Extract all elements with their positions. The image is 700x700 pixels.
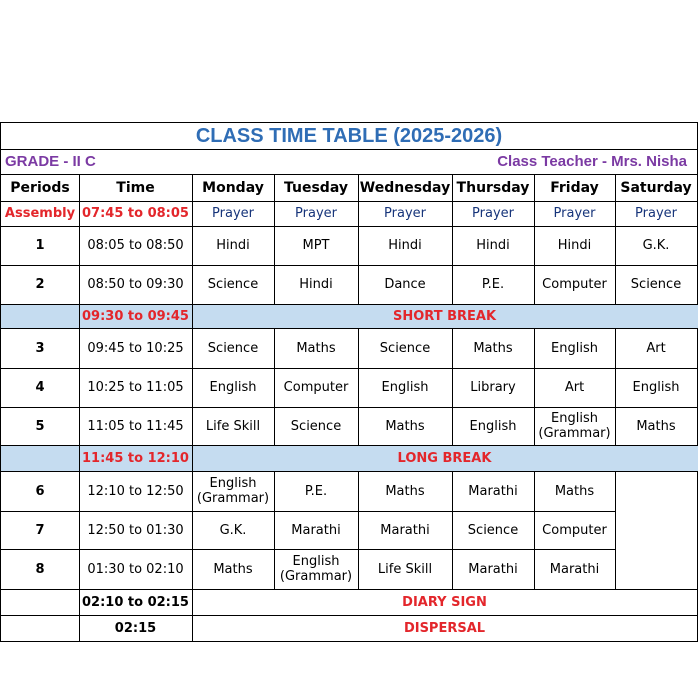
grid-line: [1, 304, 698, 305]
long-break-time: 11:45 to 12:10: [82, 450, 189, 466]
subject-cell: Hindi: [216, 238, 250, 253]
grade-label: GRADE - II C: [5, 153, 96, 170]
grid-line: [452, 175, 453, 304]
grid-line: [534, 328, 535, 445]
subject-cell: Library: [470, 380, 516, 395]
grid-line: [274, 175, 275, 304]
header-time: Time: [116, 179, 155, 196]
grid-gap: [616, 549, 697, 550]
subject-cell: Hindi: [388, 238, 422, 253]
grid-line: [274, 328, 275, 445]
subject-cell: Maths: [385, 483, 425, 499]
prayer-cell: Prayer: [472, 206, 514, 221]
subject-cell: English: [632, 380, 680, 395]
period-number: 8: [35, 561, 45, 577]
grid-line: [1, 511, 698, 512]
period-number: 7: [35, 522, 45, 538]
grid-line: [79, 175, 80, 641]
subject-cell: English (Grammar): [538, 411, 611, 441]
period-time: 01:30 to 02:10: [87, 561, 184, 577]
period-time: 12:10 to 12:50: [87, 483, 184, 499]
subject-cell: Life Skill: [377, 561, 433, 577]
grid-line: [1, 445, 698, 446]
subject-cell: Art: [646, 340, 666, 356]
assembly-label: Assembly: [4, 206, 76, 221]
grid-line: [358, 471, 359, 589]
subject-cell: Maths: [636, 418, 676, 434]
period-number: 2: [35, 277, 45, 292]
subject-cell: English (Grammar): [279, 554, 353, 584]
timetable: [0, 122, 698, 642]
prayer-cell: Prayer: [212, 206, 254, 221]
grid-line: [1, 407, 698, 408]
period-number: 3: [35, 340, 45, 356]
grid-line: [615, 471, 616, 589]
prayer-cell: Prayer: [635, 206, 677, 221]
class-teacher-label: Class Teacher - Mrs. Nisha: [497, 153, 687, 170]
diary-sign-label: DIARY SIGN: [402, 594, 487, 610]
period-number: 1: [35, 238, 45, 253]
header-monday: Monday: [202, 179, 264, 196]
period-time: 10:25 to 11:05: [87, 380, 184, 395]
dispersal-label: DISPERSAL: [403, 620, 486, 636]
subject-cell: Marathi: [291, 522, 341, 538]
subject-cell: Computer: [542, 277, 607, 292]
subject-cell: Computer: [542, 522, 607, 538]
subject-cell: G.K.: [642, 238, 670, 253]
diary-time: 02:10 to 02:15: [82, 594, 189, 610]
subject-cell: MPT: [302, 238, 330, 253]
prayer-cell: Prayer: [384, 206, 426, 221]
long-break-label: LONG BREAK: [397, 450, 492, 466]
grid-line: [452, 471, 453, 589]
period-number: 5: [35, 418, 45, 434]
header-saturday: Saturday: [620, 179, 692, 196]
header-tuesday: Tuesday: [284, 179, 348, 196]
grid-line: [1, 615, 698, 616]
period-number: 4: [35, 380, 45, 395]
subject-cell: English (Grammar): [196, 476, 270, 506]
assembly-time: 07:45 to 08:05: [82, 206, 189, 221]
subject-cell: Hindi: [299, 277, 333, 292]
subject-cell: English: [381, 380, 429, 395]
subject-cell: Maths: [213, 561, 253, 577]
subject-cell: Maths: [385, 418, 425, 434]
grid-line: [534, 175, 535, 304]
grid-line: [615, 175, 616, 304]
grid-line: [1, 201, 698, 202]
subject-cell: Science: [467, 522, 519, 538]
grid-line: [534, 471, 535, 589]
dispersal-time: 02:15: [114, 620, 157, 636]
subject-cell: Marathi: [468, 483, 518, 499]
grid-line: [358, 175, 359, 304]
timetable-title: CLASS TIME TABLE (2025-2026): [195, 125, 503, 147]
period-time: 08:50 to 09:30: [87, 277, 184, 292]
subject-cell: P.E.: [481, 277, 505, 292]
subject-cell: Science: [207, 340, 259, 356]
short-break-label: SHORT BREAK: [392, 308, 497, 324]
subject-cell: Maths: [473, 340, 513, 356]
subject-cell: Life Skill: [205, 418, 261, 434]
subject-cell: Science: [630, 277, 682, 292]
grid-line: [1, 149, 698, 150]
subject-cell: Marathi: [549, 561, 600, 577]
subject-cell: Art: [564, 380, 585, 395]
header-thursday: Thursday: [456, 179, 530, 196]
grid-line: [1, 549, 698, 550]
grid-line: [274, 471, 275, 589]
subject-cell: Maths: [554, 483, 595, 499]
grid-line: [452, 328, 453, 445]
subject-cell: Dance: [384, 277, 426, 292]
grid-line: [615, 328, 616, 445]
prayer-cell: Prayer: [295, 206, 337, 221]
grid-line: [1, 226, 698, 227]
grid-line: [1, 265, 698, 266]
grid-line: [192, 175, 193, 641]
period-time: 11:05 to 11:45: [87, 418, 184, 434]
short-break-time: 09:30 to 09:45: [82, 308, 189, 324]
period-time: 08:05 to 08:50: [87, 238, 184, 253]
subject-cell: Hindi: [557, 238, 592, 253]
subject-cell: English: [469, 418, 517, 434]
prayer-cell: Prayer: [553, 206, 596, 221]
subject-cell: Hindi: [476, 238, 510, 253]
subject-cell: Marathi: [468, 561, 518, 577]
subject-cell: Science: [379, 340, 431, 356]
period-time: 09:45 to 10:25: [87, 340, 184, 356]
header-friday: Friday: [550, 179, 599, 196]
grid-line: [1, 471, 698, 472]
header-periods: Periods: [10, 179, 70, 196]
subject-cell: Maths: [296, 340, 336, 356]
subject-cell: English: [209, 380, 257, 395]
subject-cell: Science: [207, 277, 259, 292]
grid-line: [358, 328, 359, 445]
header-wednesday: Wednesday: [359, 179, 451, 196]
subject-cell: Computer: [283, 380, 349, 395]
subject-cell: G.K.: [219, 522, 247, 538]
subject-cell: Science: [290, 418, 342, 434]
grid-gap: [616, 511, 697, 512]
subject-cell: English: [551, 340, 598, 356]
period-number: 6: [35, 483, 45, 499]
period-time: 12:50 to 01:30: [87, 522, 184, 538]
grid-line: [1, 589, 698, 590]
grid-line: [1, 174, 698, 175]
grid-line: [1, 368, 698, 369]
subject-cell: Marathi: [380, 522, 430, 538]
grid-line: [1, 328, 698, 329]
subject-cell: P.E.: [304, 483, 328, 499]
